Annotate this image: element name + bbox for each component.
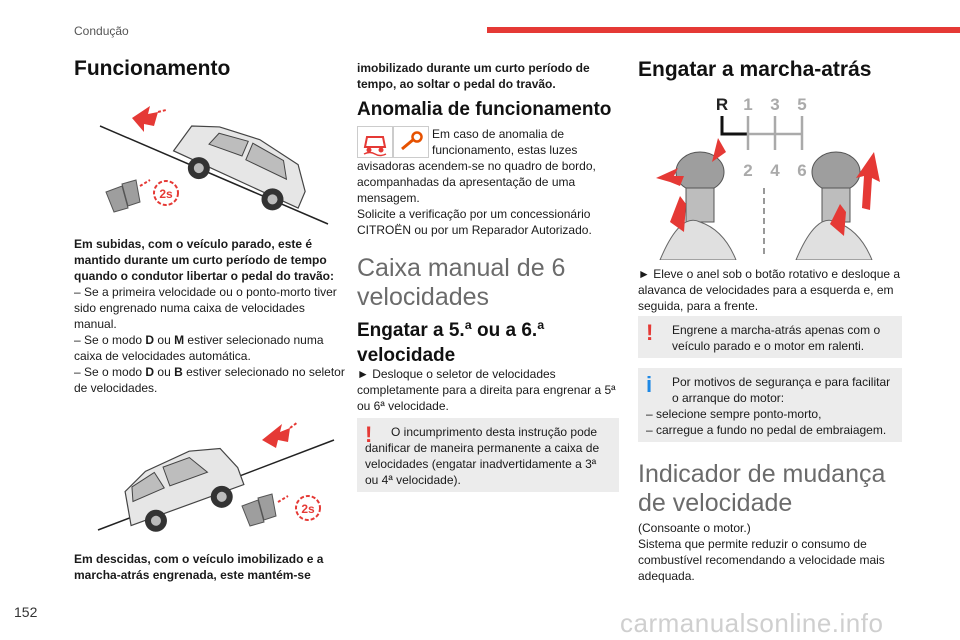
svg-text:2s: 2s <box>159 187 173 201</box>
anomaly-text-2: avisadoras acendem-se no quadro de bordo, acompanhadas da apresentação de uma mensagem. <box>357 159 596 205</box>
pedal-icon <box>106 180 150 212</box>
uphill-condition-2: – Se o modo D ou M estiver selecionado numa caixa de velocidades automática. <box>74 333 324 363</box>
downhill-description-continued: imobilizado durante um curto período de tempo, ao soltar o pedal do travão. <box>357 61 590 91</box>
gear-label-2: 2 <box>743 161 753 180</box>
reverse-warning-text: Engrene a marcha-atrás apenas com o veículo parado e o motor em ralenti. <box>672 323 881 353</box>
indicator-text-1: (Consoante o motor.) <box>638 521 751 535</box>
downhill-car-illustration <box>92 410 340 540</box>
reverse-info-item-1: – selecione sempre ponto-morto, <box>646 407 822 421</box>
pedal-icon <box>242 494 288 526</box>
anomaly-title: Anomalia de funcionamento <box>357 99 612 120</box>
reverse-info-box <box>638 368 902 442</box>
reverse-info-item-2: – carregue a fundo no pedal de embraiagem. <box>646 423 887 437</box>
header-accent-bar <box>487 27 960 33</box>
section-header: Condução <box>74 24 129 38</box>
uphill-arrow-icon <box>132 106 166 132</box>
gear-knob-left-icon <box>656 138 736 260</box>
uphill-description: Em subidas, com o veículo parado, este é mantido durante um curto período de tempo quando o condutor libertar o pedal do travão: <box>74 237 335 283</box>
uphill-condition-1: – Se a primeira velocidade ou o ponto-morto tiver sido engrenado numa caixa de velocidades manual. <box>74 285 337 331</box>
reverse-title: Engatar a marcha-atrás <box>638 58 872 81</box>
gear-label-6: 6 <box>797 161 807 180</box>
gear-knob-right-icon <box>796 152 880 260</box>
indicator-title: Indicador de mudança de velocidade <box>638 460 886 517</box>
gear-label-3: 3 <box>770 95 780 114</box>
gear56-step: ► Desloque o seletor de velocidades completamente para a direita para engrenar a 5ª ou 6ª velocidade. <box>357 367 616 413</box>
gear-label-r: R <box>715 95 729 114</box>
uphill-car-illustration <box>92 86 332 226</box>
gear-label-5: 5 <box>797 95 807 114</box>
timer-2s-icon <box>154 181 178 205</box>
funcionamento-title: Funcionamento <box>74 57 231 80</box>
gear-label-4: 4 <box>770 161 780 180</box>
page-number: 152 <box>14 604 38 620</box>
gear-pattern-illustration <box>640 92 884 260</box>
indicator-text-2: Sistema que permite reduzir o consumo de combustível recomendando a velocidade mais adequada. <box>638 537 885 583</box>
svg-text:2s: 2s <box>301 502 315 516</box>
gear56-title: Engatar a 5.ª ou a 6.ª velocidade <box>357 320 545 366</box>
timer-2s-icon <box>296 496 320 520</box>
warning-icon: ! <box>365 422 373 447</box>
gear56-warning-box <box>357 418 619 492</box>
anomaly-text-3: Solicite a verificação por um concessionário CITROËN ou por um Reparador Autorizado. <box>357 207 592 237</box>
reverse-step: ► Eleve o anel sob o botão rotativo e desloque a alavanca de velocidades para a esquerda e, em seguida, para a frente. <box>638 267 901 313</box>
info-icon: i <box>646 372 653 397</box>
downhill-arrow-icon <box>262 422 298 448</box>
warning-icon: ! <box>646 320 654 345</box>
gearbox-title: Caixa manual de 6 velocidades <box>357 254 566 311</box>
uphill-condition-3: – Se o modo D ou B estiver selecionado no seletor de velocidades. <box>74 365 345 395</box>
reverse-info-intro: Por motivos de segurança e para facilitar o arranque do motor: <box>672 375 891 405</box>
reverse-warning-box <box>638 316 902 358</box>
wrench-icon <box>393 126 429 158</box>
downhill-description: Em descidas, com o veículo imobilizado e a marcha-atrás engrenada, este mantém-se <box>74 552 324 582</box>
warning-light-icon <box>357 126 393 158</box>
gear-label-1: 1 <box>743 95 753 114</box>
anomaly-text-1: Em caso de anomalia de funcionamento, estas luzes <box>432 127 578 157</box>
gear56-warning-text: O incumprimento desta instrução pode danificar de maneira permanente a caixa de velocidades (engatar inadvertidamente a 3ª ou 4ª velocidade). <box>365 425 600 487</box>
watermark: carmanualsonline.info <box>620 608 884 638</box>
